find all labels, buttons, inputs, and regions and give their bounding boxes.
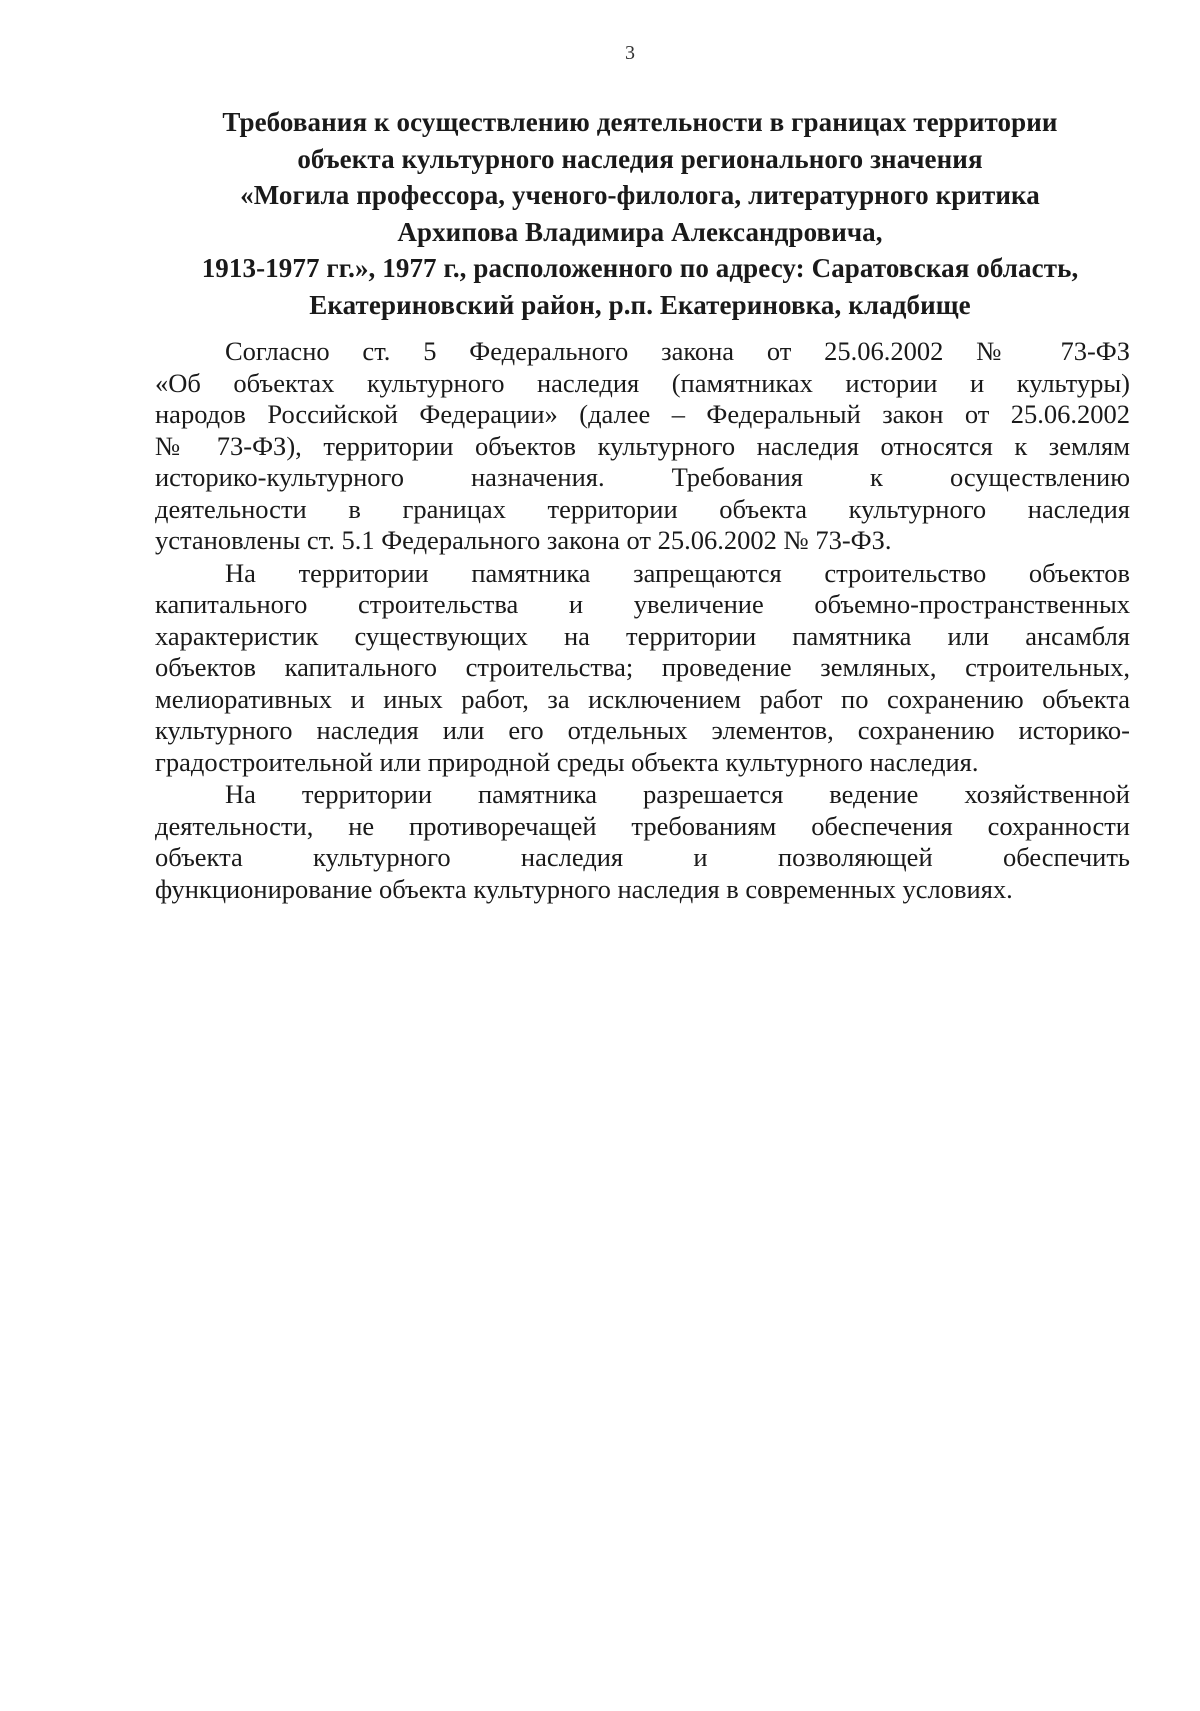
text-line: градостроительной или природной среды объекта культурного наследия. [155, 746, 979, 777]
text-line: деятельности в границах территории объекта культурного наследия [155, 493, 1130, 524]
text-line: капитального строительства и увеличение объемно-пространственных [155, 589, 1130, 619]
text-line: На территории памятника разрешается ведение хозяйственной [225, 779, 1130, 809]
text-line: «Об объектах культурного наследия (памятниках истории и культуры) [155, 367, 1130, 398]
text-line: историко-культурного назначения. Требования к осуществлению [155, 462, 1130, 492]
text-line: характеристик существующих на территории памятника или ансамбля [155, 620, 1130, 651]
text-line: функционирование объекта культурного наследия в современных условиях. [155, 873, 1013, 904]
document-title [150, 104, 1130, 323]
text-line: деятельности, не противоречащей требованиям обеспечения сохранности [155, 810, 1130, 841]
title-line: «Могила профессора, ученого-филолога, литературного критика [240, 180, 1040, 210]
text-line: Согласно ст. 5 Федерального закона от 25.06.2002 № 73-ФЗ [225, 336, 1130, 366]
paragraph-prohibitions [155, 558, 1130, 779]
text-line: объекта культурного наследия и позволяющей обеспечить [155, 842, 1130, 872]
title-line: Екатериновский район, р.п. Екатериновка, кладбище [309, 289, 971, 320]
text-line: объектов капитального строительства; проведение земляных, строительных, [155, 652, 1130, 682]
title-line: Архипова Владимира Александровича, [397, 216, 883, 247]
text-line: народов Российской Федерации» (далее – Федеральный закон от 25.06.2002 [155, 399, 1130, 429]
text-line: культурного наследия или его отдельных элементов, сохранению историко- [155, 715, 1130, 745]
page-number: 3 [625, 42, 635, 64]
paragraph-permissions [155, 779, 1130, 905]
title-line: объекта культурного наследия регионального значения [297, 143, 983, 174]
text-line: мелиоративных и иных работ, за исключением работ по сохранению объекта [155, 683, 1130, 714]
document-body [155, 336, 1130, 906]
paragraph-legal-basis [155, 336, 1130, 557]
text-line: На территории памятника запрещаются строительство объектов [225, 557, 1130, 588]
text-line: № 73-ФЗ), территории объектов культурного наследия относятся к землям [155, 430, 1130, 461]
title-line: Требования к осуществлению деятельности в границах территории [222, 107, 1058, 137]
title-line: 1913-1977 гг.», 1977 г., расположенного по адресу: Саратовская область, [201, 253, 1079, 283]
text-line: установлены ст. 5.1 Федерального закона от 25.06.2002 № 73-ФЗ. [155, 525, 892, 555]
